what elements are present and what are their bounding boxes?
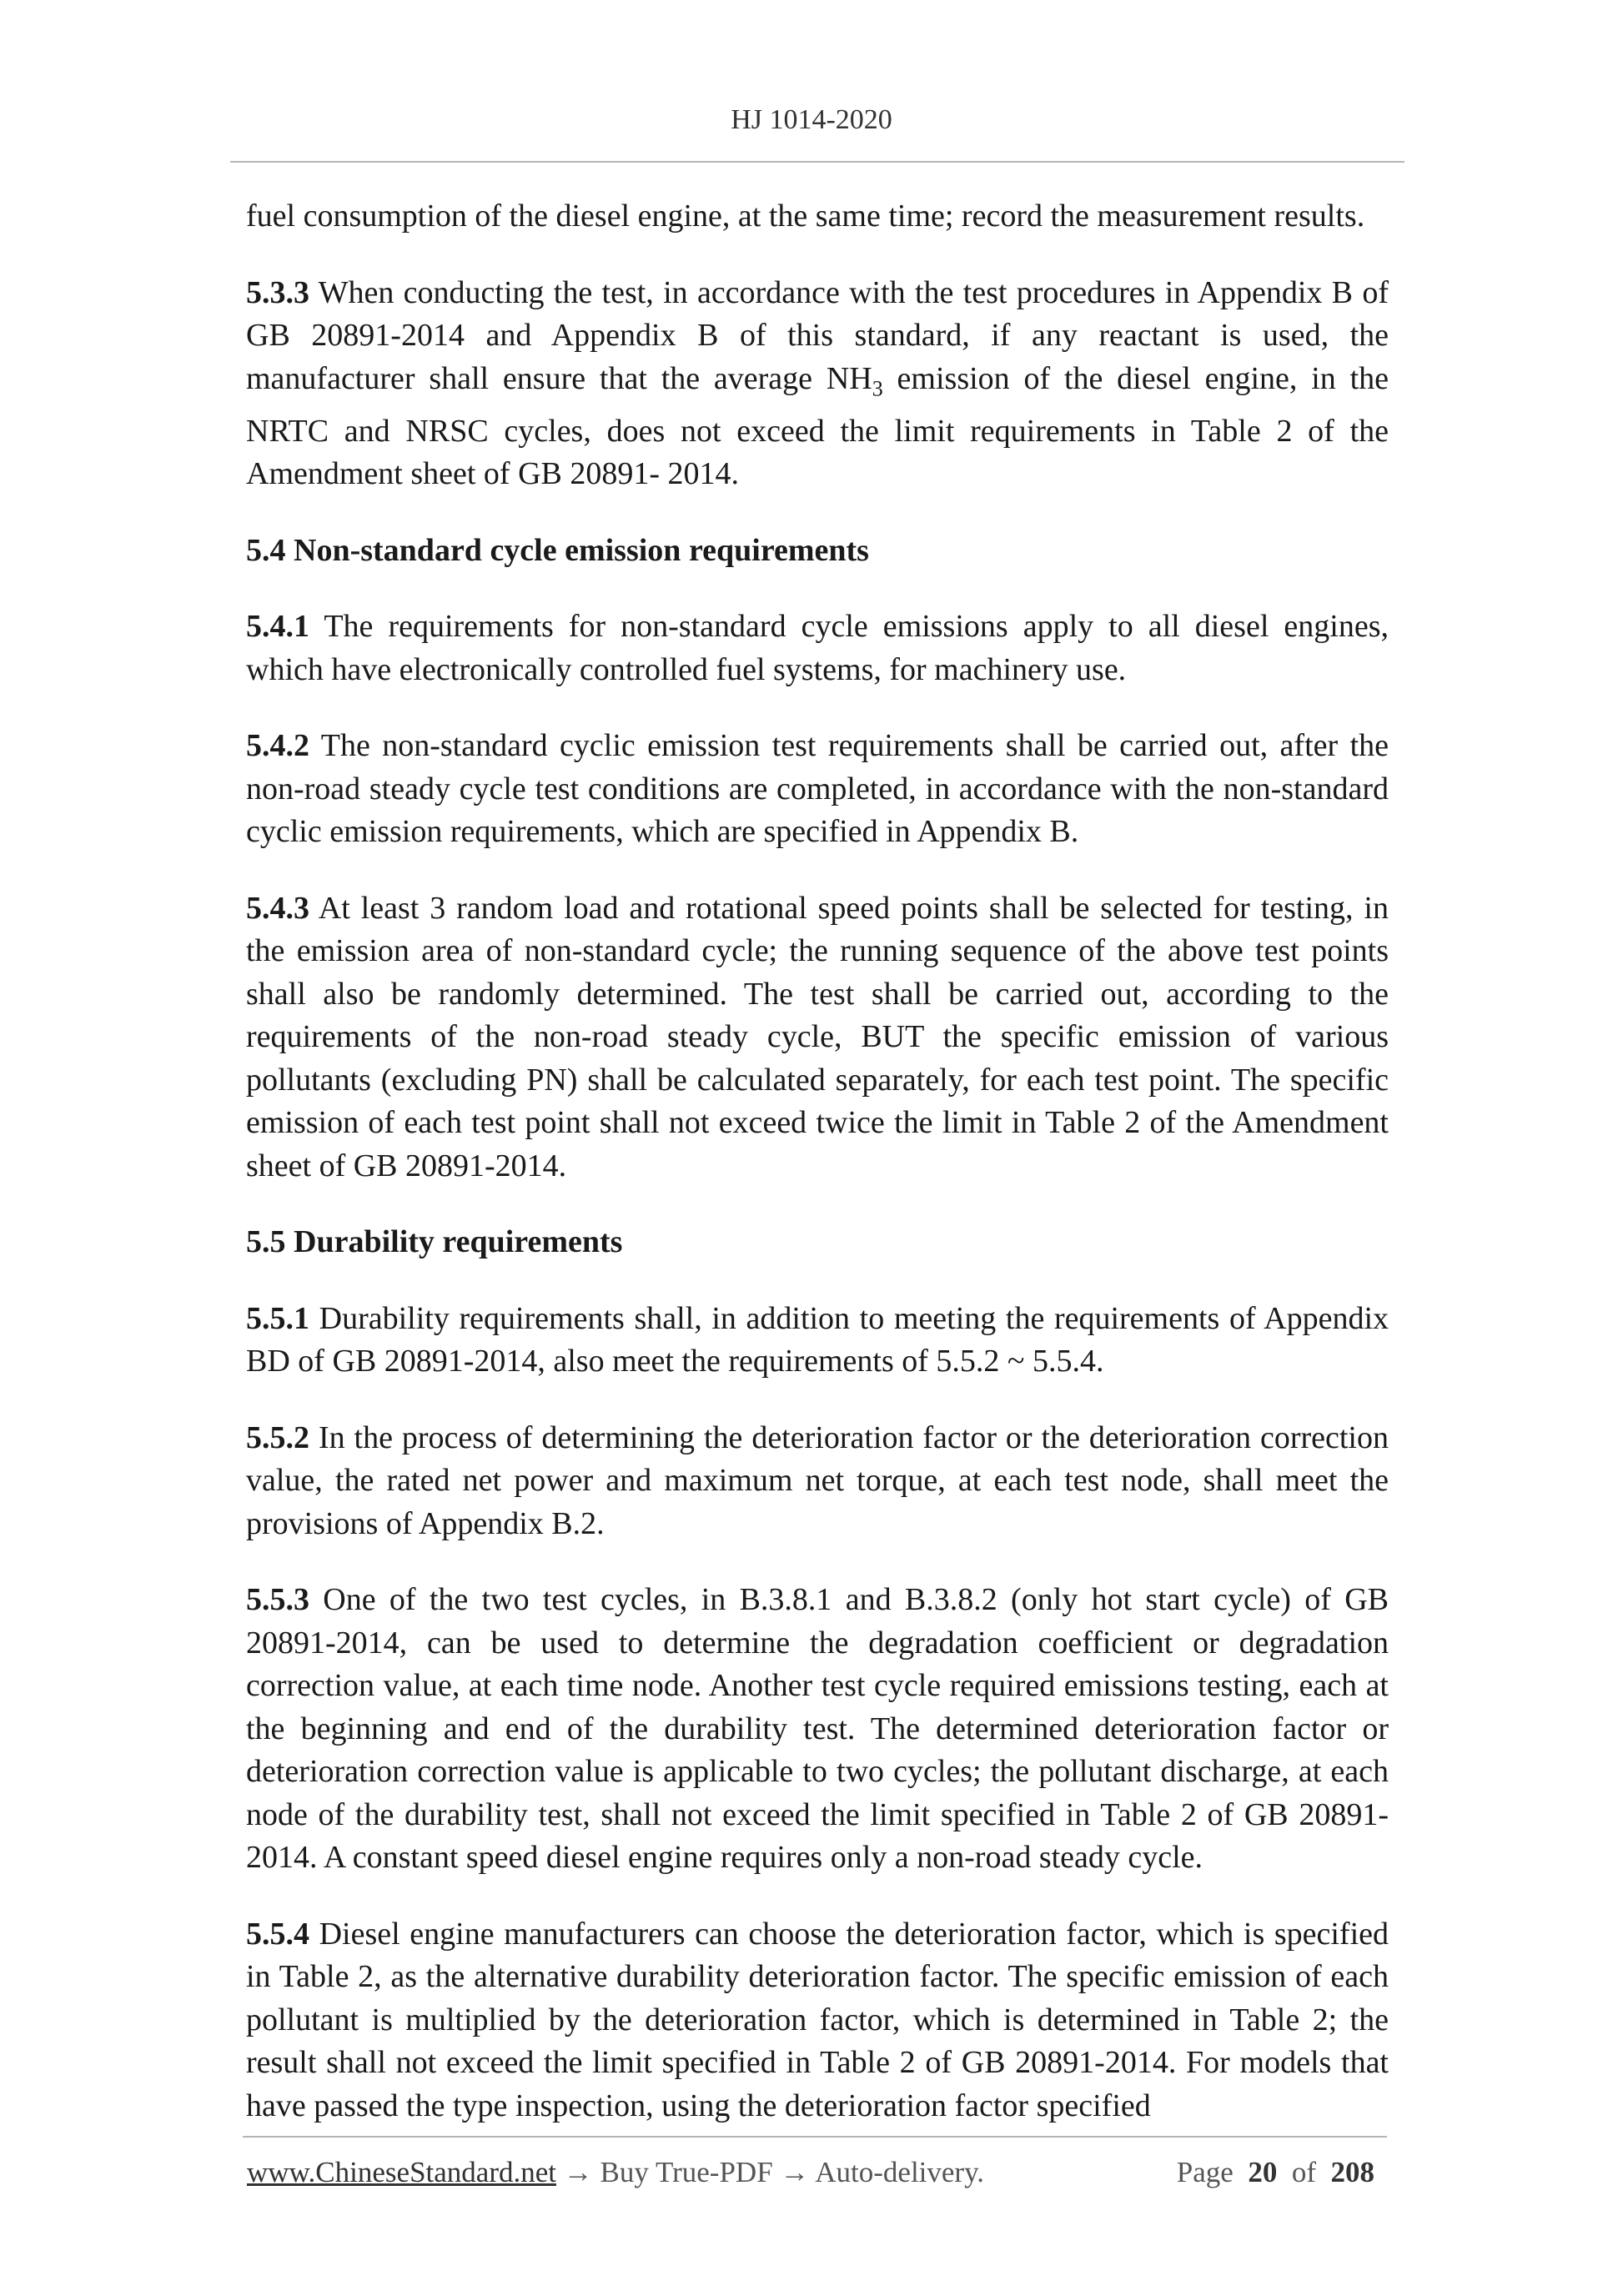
footer-divider	[243, 2136, 1387, 2138]
clause-text: In the process of determining the deterioration factor or the deterioration correction value, the rated net power and maximum net torque, at each test node, shall meet the provisions of Appendix B.2.	[246, 1419, 1389, 1541]
paragraph-continuation	[246, 195, 1389, 239]
clause-number: 5.5.4	[246, 1916, 309, 1952]
buy-true-pdf-text: Buy True-PDF	[600, 2156, 773, 2188]
clause-text: One of the two test cycles, in B.3.8.1 and B.3.8.2 (only hot start cycle) of GB 20891-2014, can be used to determine the degradation coefficient or degradation correction value, at each time node. Another test cycle required emissions testing, each at the beginning and end of the durability test. The determined deterioration factor or deterioration correction value is applicable to two cycles; the pollutant discharge, at each node of the durability test, shall not exceed the limit specified in Table 2 of GB 20891-2014. A constant speed diesel engine requires only a non-road steady cycle.	[246, 1582, 1389, 1876]
header-divider	[230, 161, 1404, 163]
current-page: 20	[1248, 2156, 1278, 2188]
footer-promo	[247, 2156, 984, 2189]
page-footer	[247, 2156, 1374, 2199]
page-number	[1177, 2156, 1374, 2189]
clause-5-5-1	[246, 1298, 1389, 1384]
clause-5-5-3	[246, 1579, 1389, 1880]
clause-text: The non-standard cyclic emission test requirements shall be carried out, after the non-road steady cycle test conditions are completed, in accordance with the non-standard cyclic emission requirements, which are specified in Appendix B.	[246, 728, 1389, 850]
clause-5-4-1	[246, 605, 1389, 691]
clause-text-continued: emission of the diesel engine, in the NRTC and NRSC cycles, does not exceed the limit requirements in Table 2 of the Amendment sheet of GB 20891- 2014.	[246, 360, 1389, 492]
website-link[interactable]: www.ChineseStandard.net	[247, 2156, 556, 2188]
subscript: 3	[872, 376, 883, 401]
clause-number: 5.4.1	[246, 609, 309, 645]
total-pages: 208	[1330, 2156, 1374, 2188]
clause-text: The requirements for non-standard cycle emissions apply to all diesel engines, which have electronically controlled fuel systems, for machinery use.	[246, 609, 1389, 687]
of-label: of	[1291, 2156, 1316, 2188]
arrow-right-icon: →	[556, 2156, 600, 2188]
auto-delivery-text: Auto-delivery.	[815, 2156, 985, 2188]
clause-text: Diesel engine manufacturers can choose the deterioration factor, which is specified in Table 2, as the alternative durability deterioration factor. The specific emission of each pollutant is multiplied by the deterioration factor, which is determined in Table 2; the result shall not exceed the limit specified in Table 2 of GB 20891-2014. For models that have passed the type inspection, using the deterioration factor specified	[246, 1916, 1389, 2123]
clause-5-5-4	[246, 1913, 1389, 2128]
clause-text: Durability requirements shall, in addition to meeting the requirements of Appendix BD of GB 20891-2014, also meet the requirements of 5.5.2 ~ 5.5.4.	[246, 1300, 1389, 1379]
section-heading-5-4: 5.4 Non-standard cycle emission requirements	[246, 532, 869, 568]
clause-number: 5.5.1	[246, 1300, 309, 1336]
clause-number: 5.4.2	[246, 728, 309, 764]
clause-number: 5.5.3	[246, 1582, 309, 1618]
paragraph-text: fuel consumption of the diesel engine, at the same time; record the measurement results.	[246, 198, 1365, 234]
clause-number: 5.4.3	[246, 890, 309, 926]
clause-text: At least 3 random load and rotational speed points shall be selected for testing, in the emission area of non-standard cycle; the running sequence of the above test points shall also be randomly determined. The test shall be carried out, according to the requirements of the non-road steady cycle, BUT the specific emission of various pollutants (excluding PN) shall be calculated separately, for each test point. The specific emission of each test point shall not exceed twice the limit in Table 2 of the Amendment sheet of GB 20891-2014.	[246, 890, 1389, 1183]
clause-5-5-2	[246, 1417, 1389, 1546]
section-heading-5-5: 5.5 Durability requirements	[246, 1224, 623, 1260]
arrow-right-icon: →	[772, 2156, 816, 2188]
clause-number: 5.3.3	[246, 274, 309, 310]
document-body	[246, 195, 1389, 2161]
clause-5-3-3	[246, 272, 1389, 496]
clause-number: 5.5.2	[246, 1419, 309, 1455]
clause-5-4-3	[246, 887, 1389, 1188]
clause-5-4-2	[246, 725, 1389, 854]
page-label: Page	[1176, 2156, 1234, 2188]
clause-text: When conducting the test, in accordance with the test procedures in Appendix B of GB 20891-2014 and Appendix B of this standard, if any reactant is used, the manufacturer shall ensure that the average NH	[246, 274, 1389, 396]
document-header-title: HJ 1014-2020	[731, 104, 892, 135]
